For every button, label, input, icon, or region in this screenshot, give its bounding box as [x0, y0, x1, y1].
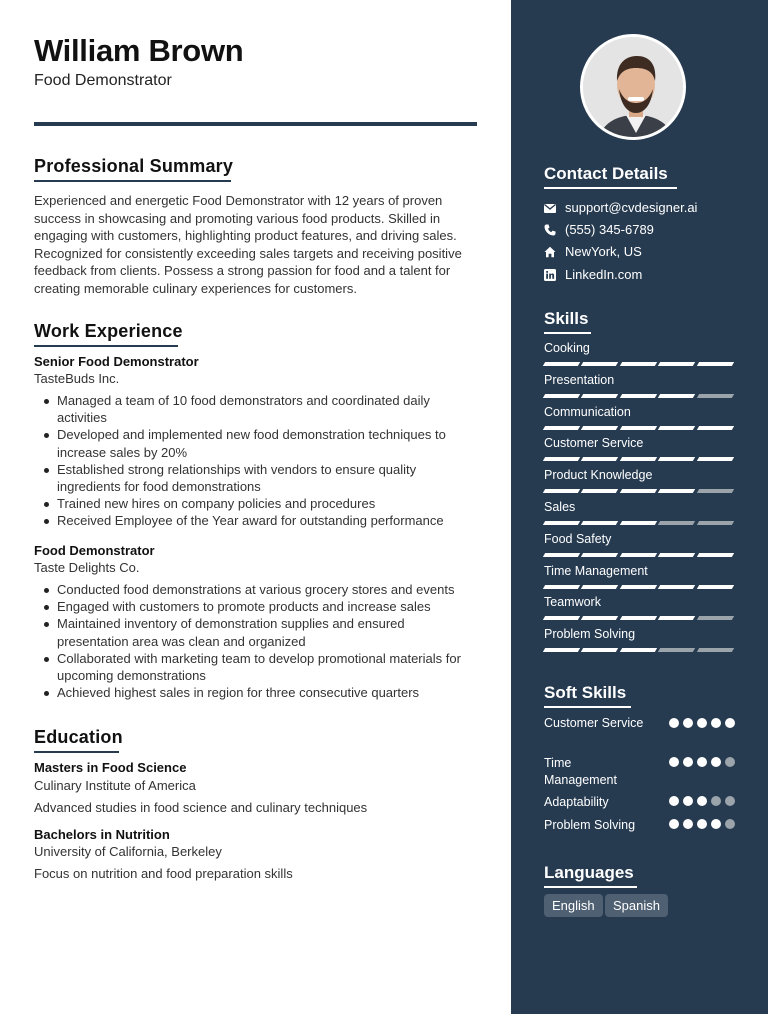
skill-level-segment — [696, 616, 734, 620]
skill-level-segment — [581, 616, 619, 620]
soft-skill-name: Adaptability — [544, 795, 609, 809]
bullet-item: Achieved highest sales in region for three consecutive quarters — [34, 684, 477, 701]
soft-skill-rating — [669, 796, 735, 806]
skill-level-segment — [620, 648, 658, 652]
skill-level-segment — [696, 457, 734, 461]
section-title-experience: Work Experience — [34, 321, 183, 347]
section-title-contact: Contact Details — [544, 164, 677, 189]
section-title-languages: Languages — [544, 863, 637, 888]
skill-level-bar — [544, 616, 733, 620]
skill-level-segment — [620, 616, 658, 620]
skill-level-segment — [620, 489, 658, 493]
skill-level-bar — [544, 553, 733, 557]
candidate-name: William Brown — [34, 33, 244, 68]
skill-level-segment — [658, 616, 696, 620]
skill-level-segment — [620, 585, 658, 589]
skill-level-segment — [543, 426, 581, 430]
rating-dot — [669, 796, 679, 806]
section-title-education: Education — [34, 727, 123, 753]
rating-dot — [683, 796, 693, 806]
skill-name: Problem Solving — [544, 627, 636, 641]
skill-name: Communication — [544, 405, 631, 419]
skill-level-segment — [696, 394, 734, 398]
bullet-item: Maintained inventory of demonstration supplies and ensured presentation area was clean and organized — [34, 615, 477, 649]
skill-level-segment — [581, 394, 619, 398]
skill-level-segment — [658, 648, 696, 652]
rating-dot — [683, 757, 693, 767]
job-bullets — [34, 392, 477, 530]
rating-dot — [711, 819, 721, 829]
bullet-item: Engaged with customers to promote products and increase sales — [34, 598, 477, 615]
skill-name: Product Knowledge — [544, 468, 653, 482]
job-title: Food Demonstrator — [34, 543, 155, 558]
rating-dot — [697, 796, 707, 806]
job-company: TasteBuds Inc. — [34, 371, 120, 386]
degree-title: Masters in Food Science — [34, 760, 187, 775]
degree-description: Focus on nutrition and food preparation skills — [34, 866, 293, 881]
skill-level-segment — [581, 426, 619, 430]
skill-level-bar — [544, 426, 733, 430]
soft-skill-name: Problem Solving — [544, 818, 636, 832]
school-name: University of California, Berkeley — [34, 844, 222, 859]
skill-level-segment — [543, 648, 581, 652]
rating-dot — [725, 757, 735, 767]
rating-dot — [725, 796, 735, 806]
language-tag: Spanish — [605, 894, 668, 917]
linkedin-icon — [544, 269, 556, 281]
rating-dot — [683, 819, 693, 829]
skill-level-segment — [696, 521, 734, 525]
skill-level-segment — [543, 616, 581, 620]
rating-dot — [711, 718, 721, 728]
section-title-soft-skills: Soft Skills — [544, 683, 631, 708]
skill-name: Customer Service — [544, 436, 644, 450]
contact-email[interactable]: support@cvdesigner.ai — [544, 200, 697, 215]
language-tag: English — [544, 894, 603, 917]
job-title: Senior Food Demonstrator — [34, 354, 199, 369]
bullet-item: Developed and implemented new food demonstration techniques to increase sales by 20% — [34, 426, 477, 460]
skill-level-bar — [544, 362, 733, 366]
candidate-role: Food Demonstrator — [34, 72, 172, 89]
rating-dot — [683, 718, 693, 728]
skill-level-segment — [543, 585, 581, 589]
skill-level-segment — [696, 426, 734, 430]
skill-level-segment — [696, 648, 734, 652]
skill-level-segment — [696, 489, 734, 493]
degree-description: Advanced studies in food science and culinary techniques — [34, 800, 368, 815]
soft-skill-rating — [669, 819, 735, 829]
skill-level-segment — [620, 362, 658, 366]
skill-level-segment — [581, 585, 619, 589]
job-bullets — [34, 581, 477, 701]
skill-level-segment — [658, 489, 696, 493]
skill-level-segment — [543, 362, 581, 366]
skill-level-bar — [544, 521, 733, 525]
skill-level-segment — [658, 457, 696, 461]
skill-level-segment — [581, 457, 619, 461]
rating-dot — [669, 718, 679, 728]
rating-dot — [711, 796, 721, 806]
skill-level-segment — [658, 585, 696, 589]
rating-dot — [711, 757, 721, 767]
soft-skill-rating — [669, 718, 735, 728]
rating-dot — [697, 718, 707, 728]
skill-level-segment — [620, 426, 658, 430]
skill-level-segment — [620, 553, 658, 557]
skill-name: Teamwork — [544, 595, 601, 609]
skill-level-segment — [696, 362, 734, 366]
phone-icon — [544, 224, 556, 236]
skill-level-segment — [581, 362, 619, 366]
skill-level-segment — [543, 489, 581, 493]
skill-level-segment — [658, 394, 696, 398]
skill-level-bar — [544, 585, 733, 589]
skill-level-bar — [544, 394, 733, 398]
skill-level-segment — [620, 394, 658, 398]
skill-level-segment — [543, 457, 581, 461]
skill-level-segment — [658, 426, 696, 430]
degree-title: Bachelors in Nutrition — [34, 827, 170, 842]
section-title-skills: Skills — [544, 309, 591, 334]
skill-name: Food Safety — [544, 532, 612, 546]
school-name: Culinary Institute of America — [34, 778, 196, 793]
skill-level-segment — [543, 553, 581, 557]
skill-name: Time Management — [544, 564, 648, 578]
contact-location: NewYork, US — [544, 244, 642, 259]
profile-photo — [580, 34, 686, 140]
envelope-icon — [544, 202, 556, 214]
skill-name: Sales — [544, 500, 576, 514]
summary-text: Experienced and energetic Food Demonstrator with 12 years of proven success in showcasing and promoting various food products. Skilled in engaging with customers, highlighting product features, and driving sales. Recognized for consistently exceeding sales targets and receiving positive feedback from clients. Possess a strong passion for food and a talent for creating memorable culinary experiences for customers. — [34, 193, 462, 296]
rating-dot — [725, 718, 735, 728]
skill-level-bar — [544, 457, 733, 461]
skill-level-segment — [620, 457, 658, 461]
skill-level-segment — [581, 489, 619, 493]
skill-level-segment — [581, 648, 619, 652]
bullet-item: Managed a team of 10 food demonstrators and coordinated daily activities — [34, 392, 477, 426]
skill-level-segment — [543, 394, 581, 398]
job-company: Taste Delights Co. — [34, 560, 140, 575]
skill-level-segment — [658, 521, 696, 525]
skill-level-segment — [581, 553, 619, 557]
bullet-item: Conducted food demonstrations at various grocery stores and events — [34, 581, 477, 598]
skill-level-bar — [544, 648, 733, 652]
soft-skill-rating — [669, 757, 735, 767]
contact-linkedin[interactable]: LinkedIn.com — [544, 267, 642, 282]
bullet-item: Trained new hires on company policies and procedures — [34, 495, 477, 512]
bullet-item: Collaborated with marketing team to develop promotional materials for upcoming demonstrations — [34, 650, 477, 684]
skill-name: Cooking — [544, 341, 590, 355]
rating-dot — [669, 757, 679, 767]
bullet-item: Received Employee of the Year award for outstanding performance — [34, 512, 477, 529]
soft-skill-name: Customer Service — [544, 716, 644, 730]
header-divider — [34, 122, 477, 126]
skill-level-segment — [658, 362, 696, 366]
skill-level-segment — [620, 521, 658, 525]
bullet-item: Established strong relationships with vendors to ensure quality ingredients for food demonstrations — [34, 461, 477, 495]
skill-level-segment — [696, 553, 734, 557]
skill-level-bar — [544, 489, 733, 493]
contact-phone[interactable]: (555) 345-6789 — [544, 222, 654, 237]
rating-dot — [725, 819, 735, 829]
skill-level-segment — [543, 521, 581, 525]
rating-dot — [697, 819, 707, 829]
rating-dot — [669, 819, 679, 829]
skill-level-segment — [696, 585, 734, 589]
skill-level-segment — [581, 521, 619, 525]
skill-level-segment — [658, 553, 696, 557]
section-title-summary: Professional Summary — [34, 156, 233, 182]
skill-name: Presentation — [544, 373, 615, 387]
soft-skill-name: Time Management — [544, 756, 617, 787]
home-icon — [544, 246, 556, 258]
rating-dot — [697, 757, 707, 767]
